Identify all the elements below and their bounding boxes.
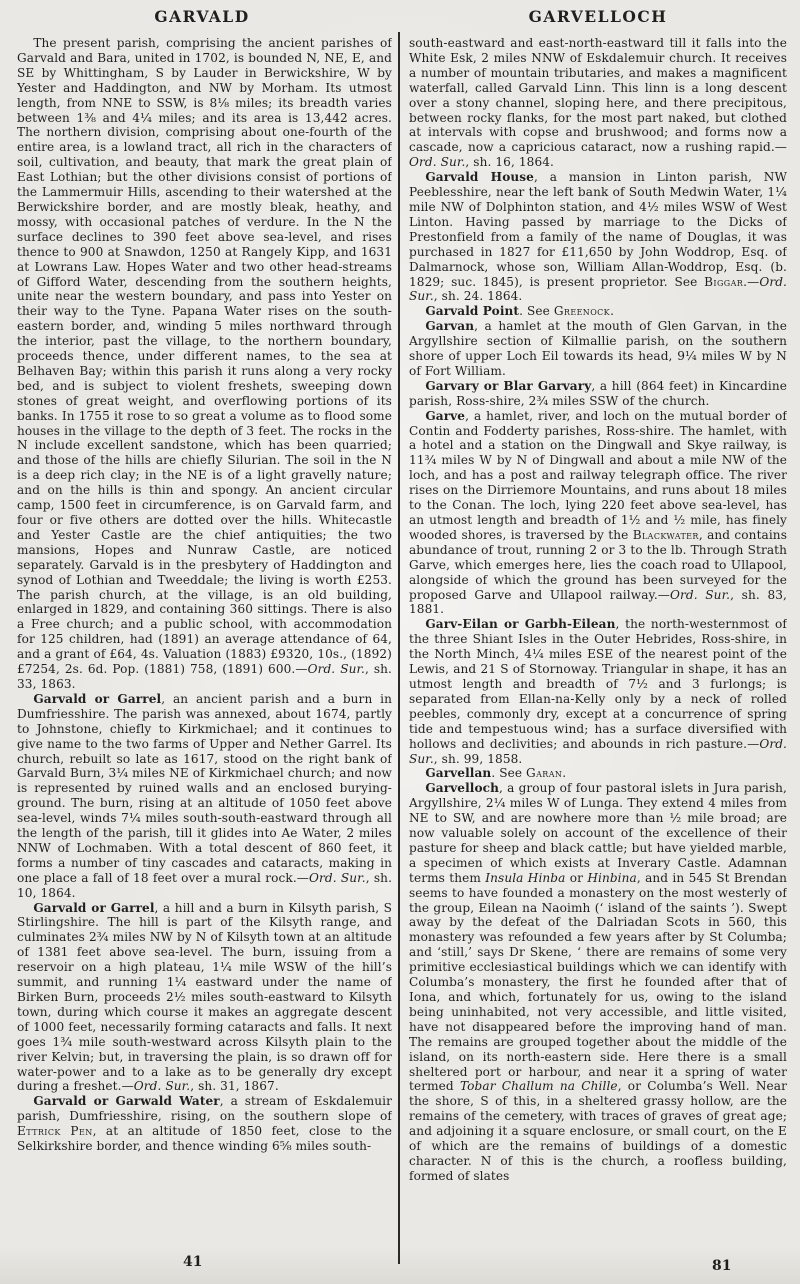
entry-paragraph: Garvald or Garwald Water, a stream of Eskdalemuir parish, Dumfriesshire, rising, on the southern slope of Ettrick Pen, at an altitude of 1850 feet, close to the Selkirkshire border, and thence winding 6⅝ miles south- — [17, 1094, 392, 1154]
running-head-garvelloch: GARVELLOCH — [528, 7, 668, 26]
entry-lead: Garv-Eilan or Garbh-Eilean — [425, 617, 616, 632]
entry-paragraph: Garvald or Garrel, an ancient parish and a burn in Dumfriesshire. The parish was annexed, about 1674, partly to Johnstone, chiefly to Kirkmichael; and it continues to give name to the two farms of Upper and Nether Garrel. Its church, rebuilt so late as 1617, stood on the right bank of Garvald Burn, 3¼ miles NE of Kirkmichael church; and now is represented by ruined walls and an enclosed burying-ground. The burn, rising at an altitude of 1050 feet above sea-level, winds 7¼ miles south-south-eastward through all the length of the parish, till it glides into Ae Water, 2 miles NNW of Lochmaben. With a total descent of 860 feet, it forms a number of tiny cascades and cataracts, making in one place a fall of 18 feet over a mural rock.—Ord. Sur., sh. 10, 1864. — [17, 691, 392, 900]
entry-paragraph: south-eastward and east-north-eastward till it falls into the White Esk, 2 miles NNW of Eskdalemuir church. It receives a number of mountain tributaries, and makes a magnificent waterfall, called Garvald Linn. This linn is a long descent over a stony channel, sloping here, and there precipitous, between rocky flanks, for the most part naked, but clothed at intervals with copse and brushwood; and forms now a cascade, now a capricious cataract, now a rushing rapid.—Ord. Sur., sh. 16, 1864. — [409, 36, 787, 170]
entry-lead: Garvan — [425, 319, 475, 334]
entry-lead: Garvald House — [425, 170, 534, 185]
entry-lead: Garvald or Garwald Water — [33, 1094, 220, 1109]
entry-lead: Garvald or Garrel — [33, 691, 162, 706]
entry-paragraph: Garv-Eilan or Garbh-Eilean, the north-westernmost of the three Shiant Isles in the Outer Hebrides, Ross-shire, in the North Minch, 4¼ miles ESE of the nearest point of the Lewis, and 21 S of Stornoway. Triangular in shape, it has an utmost length and breadth of 7½ and 3 furlongs; is separated from Ellan-na-Kelly only by a neck of rolled peebles, commonly dry, except at a concurrence of spring tide and tempestuous wind; has a surface diversified with hollows and declivities; and abounds in rich pasture.—Ord. Sur., sh. 99, 1858. — [409, 617, 787, 766]
entry-paragraph: Garve, a hamlet, river, and loch on the mutual border of Contin and Fodderty parishes, Ross-shire. The hamlet, with a hotel and a station on the Dingwall and Skye railway, is 11¾ miles W by N of Dingwall and about a mile NW of the loch, and has a post and railway telegraph office. The river rises on the Dirriemore Mountains, and runs about 18 miles to the Conan. The loch, lying 220 feet above sea-level, has an utmost length and breadth of 1½ and ½ mile, has finely wooded shores, is traversed by the Blackwater, and contains abundance of trout, running 2 or 3 to the lb. Through Strath Garve, which emerges here, lies the coach road to Ullapool, alongside of which the ground has been surveyed for the proposed Garve and Ullapool railway.—Ord. Sur., sh. 83, 1881. — [409, 408, 787, 617]
entry-lead: Garvelloch — [425, 781, 499, 796]
entry-paragraph: Garvald Point. See Greenock. — [425, 304, 615, 319]
running-head-garvald: GARVALD — [154, 7, 250, 26]
entry-paragraph: Garvellan. See Garan. — [425, 766, 567, 781]
column-divider-rule — [398, 32, 400, 1264]
entry-paragraph: Garvan, a hamlet at the mouth of Glen Garvan, in the Argyllshire section of Kilmallie parish, on the southern shore of upper Loch Eil towards its head, 9¼ miles W by N of Fort William. — [409, 319, 787, 378]
entry-lead: Garvald Point — [425, 304, 520, 319]
page-number-right: 81 — [712, 1258, 732, 1274]
entry-paragraph: The present parish, comprising the ancient parishes of Garvald and Bara, united in 1702, is bounded N, NE, E, and SE by Whittingham, S by Lauder in Berwickshire, W by Yester and Haddington, and NW by Morham. Its utmost length, from NNE to SSW, is 8⅛ miles; its breadth varies between 1⅜ and 4¼ miles; and its area is 13,442 acres. The northern division, comprising about one-fourth of the entire area, is a lowland tract, all rich in the characters of soil, cultivation, and beauty, that mark the great plain of East Lothian; but the other divisions consist of portions of the Lammermuir Hills, ascending to their watershed at the Berwickshire border, and are mostly bleak, heathy, and mossy, with occasional patches of verdure. In the N the surface declines to 390 feet above sea-level, and rises thence to 900 at Snawdon, 1250 at Rangely Kipp, and 1631 at Lowrans Law. Hopes Water and two other head-streams of Gifford Water, descending from the southern heights, unite near the western boundary, and pass into Yester on their way to the Tyne. Papana Water rises on the south-eastern border, and, winding 5 miles northward through the interior, past the village, to the northern boundary, proceeds thence, under different names, to the sea at Belhaven Bay; within this parish it runs along a very rocky bed, and is subject to violent freshets, sweeping down stones of great weight, and overflowing portions of its banks. In 1755 it rose to so great a volume as to flood some houses in the village to the depth of 3 feet. The rocks in the N include excellent sandstone, which has been quarried; and those of the hills are chiefly Silurian. The soil in the N is a deep rich clay; in the NE is of a light gravelly nature; and on the hills is thin and spongy. An ancient circular camp, 1500 feet in circumference, is on Garvald farm, and four or five others are dotted over the hills. Whitecastle and Yester Castle are the chief antiquities; the two mansions, Hopes and Nunraw Castle, are noticed separately. Garvald is in the presbytery of Haddington and synod of Lothian and Tweeddale; the living is worth £253. The parish church, at the village, is an old building, enlarged in 1829, and containing 360 sittings. There is also a Free church; and a public school, with accommodation for 125 children, had (1891) an average attendance of 64, and a grant of £64, 4s. Valuation (1883) £9320, 10s., (1892) £7254, 2s. 6d. Pop. (1881) 758, (1891) 600.—Ord. Sur., sh. 33, 1863. — [17, 36, 392, 691]
entry-paragraph: Garvald House, a mansion in Linton parish, NW Peeblesshire, near the left bank of South Medwin Water, 1¼ mile NW of Dolphinton station, and 4½ miles WSW of West Linton. Having passed by marriage to the Dicks of Prestonfield from a family of the name of Douglas, it was purchased in 1827 for £11,650 by John Woddrop, Esq. of Dalmarnock, whose son, William Allan-Woddrop, Esq. (b. 1829; suc. 1845), is present proprietor. See Biggar.—Ord. Sur., sh. 24. 1864. — [409, 170, 787, 304]
entry-lead: Garvary or Blar Garvary — [425, 378, 592, 393]
entry-paragraph: Garvary or Blar Garvary, a hill (864 feet) in Kincardine parish, Ross-shire, 2¾ miles SSW of the church. — [409, 378, 787, 408]
right-text-column — [409, 36, 787, 1260]
entry-lead: Garvald or Garrel — [33, 900, 155, 915]
entry-paragraph: Garvelloch, a group of four pastoral islets in Jura parish, Argyllshire, 2¼ miles W of Lunga. They extend 4 miles from NE to SW, and are nowhere more than ½ mile broad; are now valuable solely on account of the excellence of their pasture for sheep and black cattle; but have yielded marble, a specimen of which exists at Inverary Castle. Adamnan terms them Insula Hinba or Hinbina, and in 545 St Brendan seems to have founded a monastery on the most westerly of the group, Eilean na Naoimh (‘ island of the saints ’). Swept away by the defeat of the Dalriadan Scots in 560, this monastery was refounded a few years after by St Columba; and ‘still,’ says Dr Skene, ‘ there are remains of some very primitive ecclesiastical buildings which we can identify with Columba’s monastery, the first he founded after that of Iona, and which, fortunately for us, owing to the island being uninhabited, not very accessible, and little visited, have not disappeared before the improving hand of man. The remains are grouped together about the middle of the island, on its north-eastern side. Here there is a small sheltered port or harbour, and near it a spring of water termed Tobar Challum na Chille, or Columba’s Well. Near the shore, S of this, in a sheltered grassy hollow, are the remains of the cemetery, with traces of graves of great age; and adjoining it a square enclosure, or small court, on the E of which are the remains of buildings of a domestic character. N of this is the church, a roofless building, formed of slates — [409, 781, 787, 1183]
entry-lead: Garve — [425, 408, 466, 423]
entry-paragraph: Garvald or Garrel, a hill and a burn in Kilsyth parish, S Stirlingshire. The hill is part of the Kilsyth range, and culminates 2¾ miles NW by N of Kilsyth town at an altitude of 1381 feet above sea-level. The burn, issuing from a reservoir on a high plateau, 1¼ mile WSW of the hill’s summit, and running 1¼ eastward under the name of Birken Burn, proceeds 2½ miles south-eastward to Kilsyth town, during which course it makes an aggregate descent of 1000 feet, necessarily forming cataracts and falls. It next goes 1¾ mile south-westward across Kilsyth plain to the river Kelvin; but, in traversing the plain, is so drawn off for water-power and to a lake as to be generally dry except during a freshet.—Ord. Sur., sh. 31, 1867. — [17, 900, 392, 1094]
entry-lead: Garvellan — [425, 766, 492, 781]
left-text-column — [17, 36, 392, 1252]
page-number-left: 41 — [183, 1254, 203, 1270]
